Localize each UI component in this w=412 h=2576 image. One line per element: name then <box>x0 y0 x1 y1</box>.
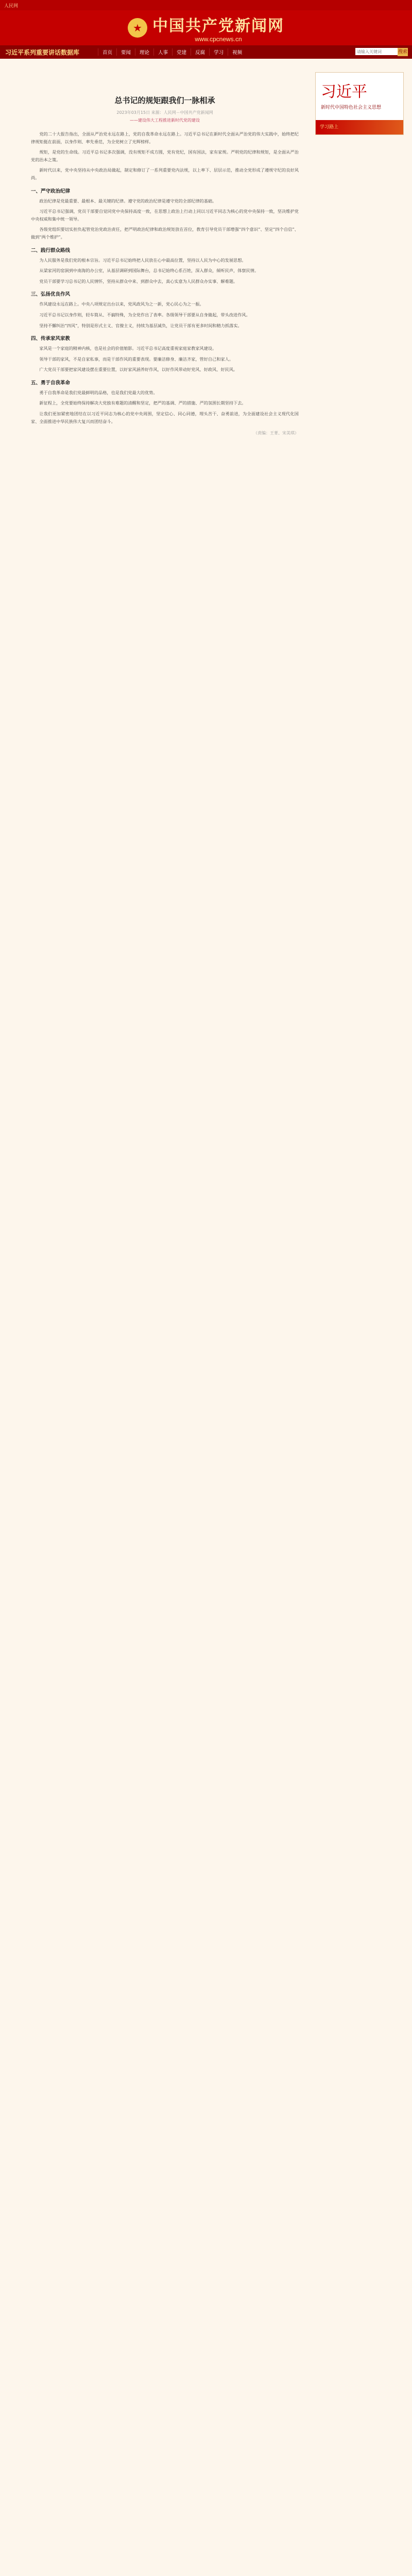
party-emblem-icon: ★ <box>128 18 147 38</box>
article-paragraph: 坚持不懈纠治“四风”，特别是形式主义、官僚主义，持续为基层减负，让党员干部有更多时间和精力抓落实。 <box>39 323 242 328</box>
article-paragraph: 各级党组织要切实担负起管党治党政治责任，把严明政治纪律和政治规矩放在首位，教育引导党员干部增强“四个意识”、坚定“四个自信”、做到“两个维护”。 <box>31 227 299 240</box>
top-bar <box>0 0 412 10</box>
article-paragraph: 家风是一个家庭的精神内核，也是社会的价值缩影。习近平总书记高度重视家庭家教家风建设。 <box>39 346 217 351</box>
article-paragraph: 作风建设永远在路上。中央八项规定出台以来，党风政风为之一新，党心民心为之一振。 <box>39 301 204 307</box>
article-paragraph: 新时代以来，党中央坚持从中央政治局做起，制定和修订了一系列重要党内法规，以上率下、层层示范，推动全党形成了遵规守纪的良好风尚。 <box>31 167 299 180</box>
nav-item-theory[interactable]: 理论 <box>135 48 153 56</box>
ad-title: 习近平 <box>321 83 367 101</box>
article-paragraph: 习近平总书记以身作则，轻车简从、不搞特殊，为全党作出了表率。各级领导干部要从自身做起，带头改进作风。 <box>39 312 250 317</box>
nav-site-title[interactable]: 习近平系列重要讲话数据库 <box>5 48 80 56</box>
article-paragraph: 广大党员干部要把家风建设摆在重要位置，以好家风涵养好作风，以好作风带动好党风、好政风、好民风。 <box>39 367 238 372</box>
article-paragraph: 让我们更加紧密地团结在以习近平同志为核心的党中央周围，坚定信心、同心同德，埋头苦干、奋勇前进，为全面建设社会主义现代化国家、全面推进中华民族伟大复兴而团结奋斗。 <box>31 411 299 424</box>
nav-item-home[interactable]: 首页 <box>98 48 116 56</box>
article-paragraph: 规矩，是党的生命线。习近平总书记多次强调，没有规矩不成方圆，党有党纪，国有国法，家有家规。严明党的纪律和规矩，是全面从严治党的治本之策。 <box>31 149 299 162</box>
ad-subtitle: 新时代中国特色社会主义思想 <box>321 105 382 110</box>
article <box>31 72 299 436</box>
masthead-text <box>152 13 284 43</box>
mini-brand[interactable]: 人民网 <box>4 3 19 9</box>
search-box <box>355 48 408 56</box>
nav-bar <box>0 45 412 59</box>
nav-item-video[interactable]: 视频 <box>228 48 246 56</box>
article-paragraph: 从梁家河的窑洞到中南海的办公室，从基层调研到国际舞台，总书记始终心系百姓，深入群众，倾听民声，体察民情。 <box>39 268 259 274</box>
article-paragraph: 为人民服务是我们党的根本宗旨。习近平总书记始终把人民放在心中最高位置，坚持以人民为中心的发展思想。 <box>39 257 246 263</box>
section-heading: 五、勇于自我革命 <box>31 380 71 386</box>
article-paragraph: 党的二十大报告指出，全面从严治党永远在路上，党的自我革命永远在路上。习近平总书记在新时代全面从严治党的伟大实践中，始终把纪律规矩挺在前面，以身作则、率先垂范，为全党树立了光辉榜样。 <box>31 131 299 144</box>
side-banner-ad[interactable] <box>315 72 404 135</box>
nav-item-personnel[interactable]: 人事 <box>153 48 172 56</box>
nav-item-party[interactable]: 党建 <box>172 48 191 56</box>
section-heading: 二、践行群众路线 <box>31 247 71 253</box>
search-input[interactable] <box>355 48 398 55</box>
editor-credit: （责编：王菁、宋美琪） <box>253 431 299 436</box>
ad-bar: 学习路上 <box>316 120 403 134</box>
section-heading: 三、弘扬优良作风 <box>31 292 71 298</box>
search-button[interactable]: 搜索 <box>398 48 408 56</box>
article-title: 总书记的规矩跟我们一脉相承 <box>114 96 215 105</box>
site-url: www.cpcnews.cn <box>195 36 242 43</box>
nav-item-news[interactable]: 要闻 <box>116 48 135 56</box>
section-heading: 一、严守政治纪律 <box>31 188 71 194</box>
site-name[interactable]: 中国共产党新闻网 <box>152 17 284 35</box>
article-paragraph: 政治纪律是党最重要、最根本、最关键的纪律。遵守党的政治纪律是遵守党的全部纪律的基础。 <box>39 198 217 204</box>
article-paragraph: 习近平总书记强调，党员干部要自觉同党中央保持高度一致，在思想上政治上行动上同以习近平同志为核心的党中央保持一致，坚决维护党中央权威和集中统一领导。 <box>31 209 299 222</box>
article-paragraph: 领导干部的家风，不是自家私事，而是干部作风的重要表现。要廉洁修身、廉洁齐家，管好自己和家人。 <box>39 356 234 362</box>
article-paragraph: 党员干部要学习总书记的人民情怀，坚持从群众中来、到群众中去，真心实意为人民群众办实事、解难题。 <box>39 278 238 284</box>
article-body <box>31 130 299 425</box>
nav-item-anticorruption[interactable]: 反腐 <box>191 48 209 56</box>
article-subtitle: ——建设伟大工程推进新时代党的建设 <box>130 118 200 123</box>
masthead <box>0 10 412 45</box>
nav-item-study[interactable]: 学习 <box>209 48 228 56</box>
article-meta: 2023年03月15日 来源：人民网－中国共产党新闻网 <box>116 110 213 115</box>
section-heading: 四、传承家风家教 <box>31 336 71 342</box>
article-paragraph: 新征程上，全党要始终保持解决大党独有难题的清醒和坚定，把严的基调、严的措施、严的氛围长期坚持下去。 <box>39 400 246 406</box>
article-paragraph: 勇于自我革命是我们党最鲜明的品格，也是我们党最大的优势。 <box>39 389 158 395</box>
